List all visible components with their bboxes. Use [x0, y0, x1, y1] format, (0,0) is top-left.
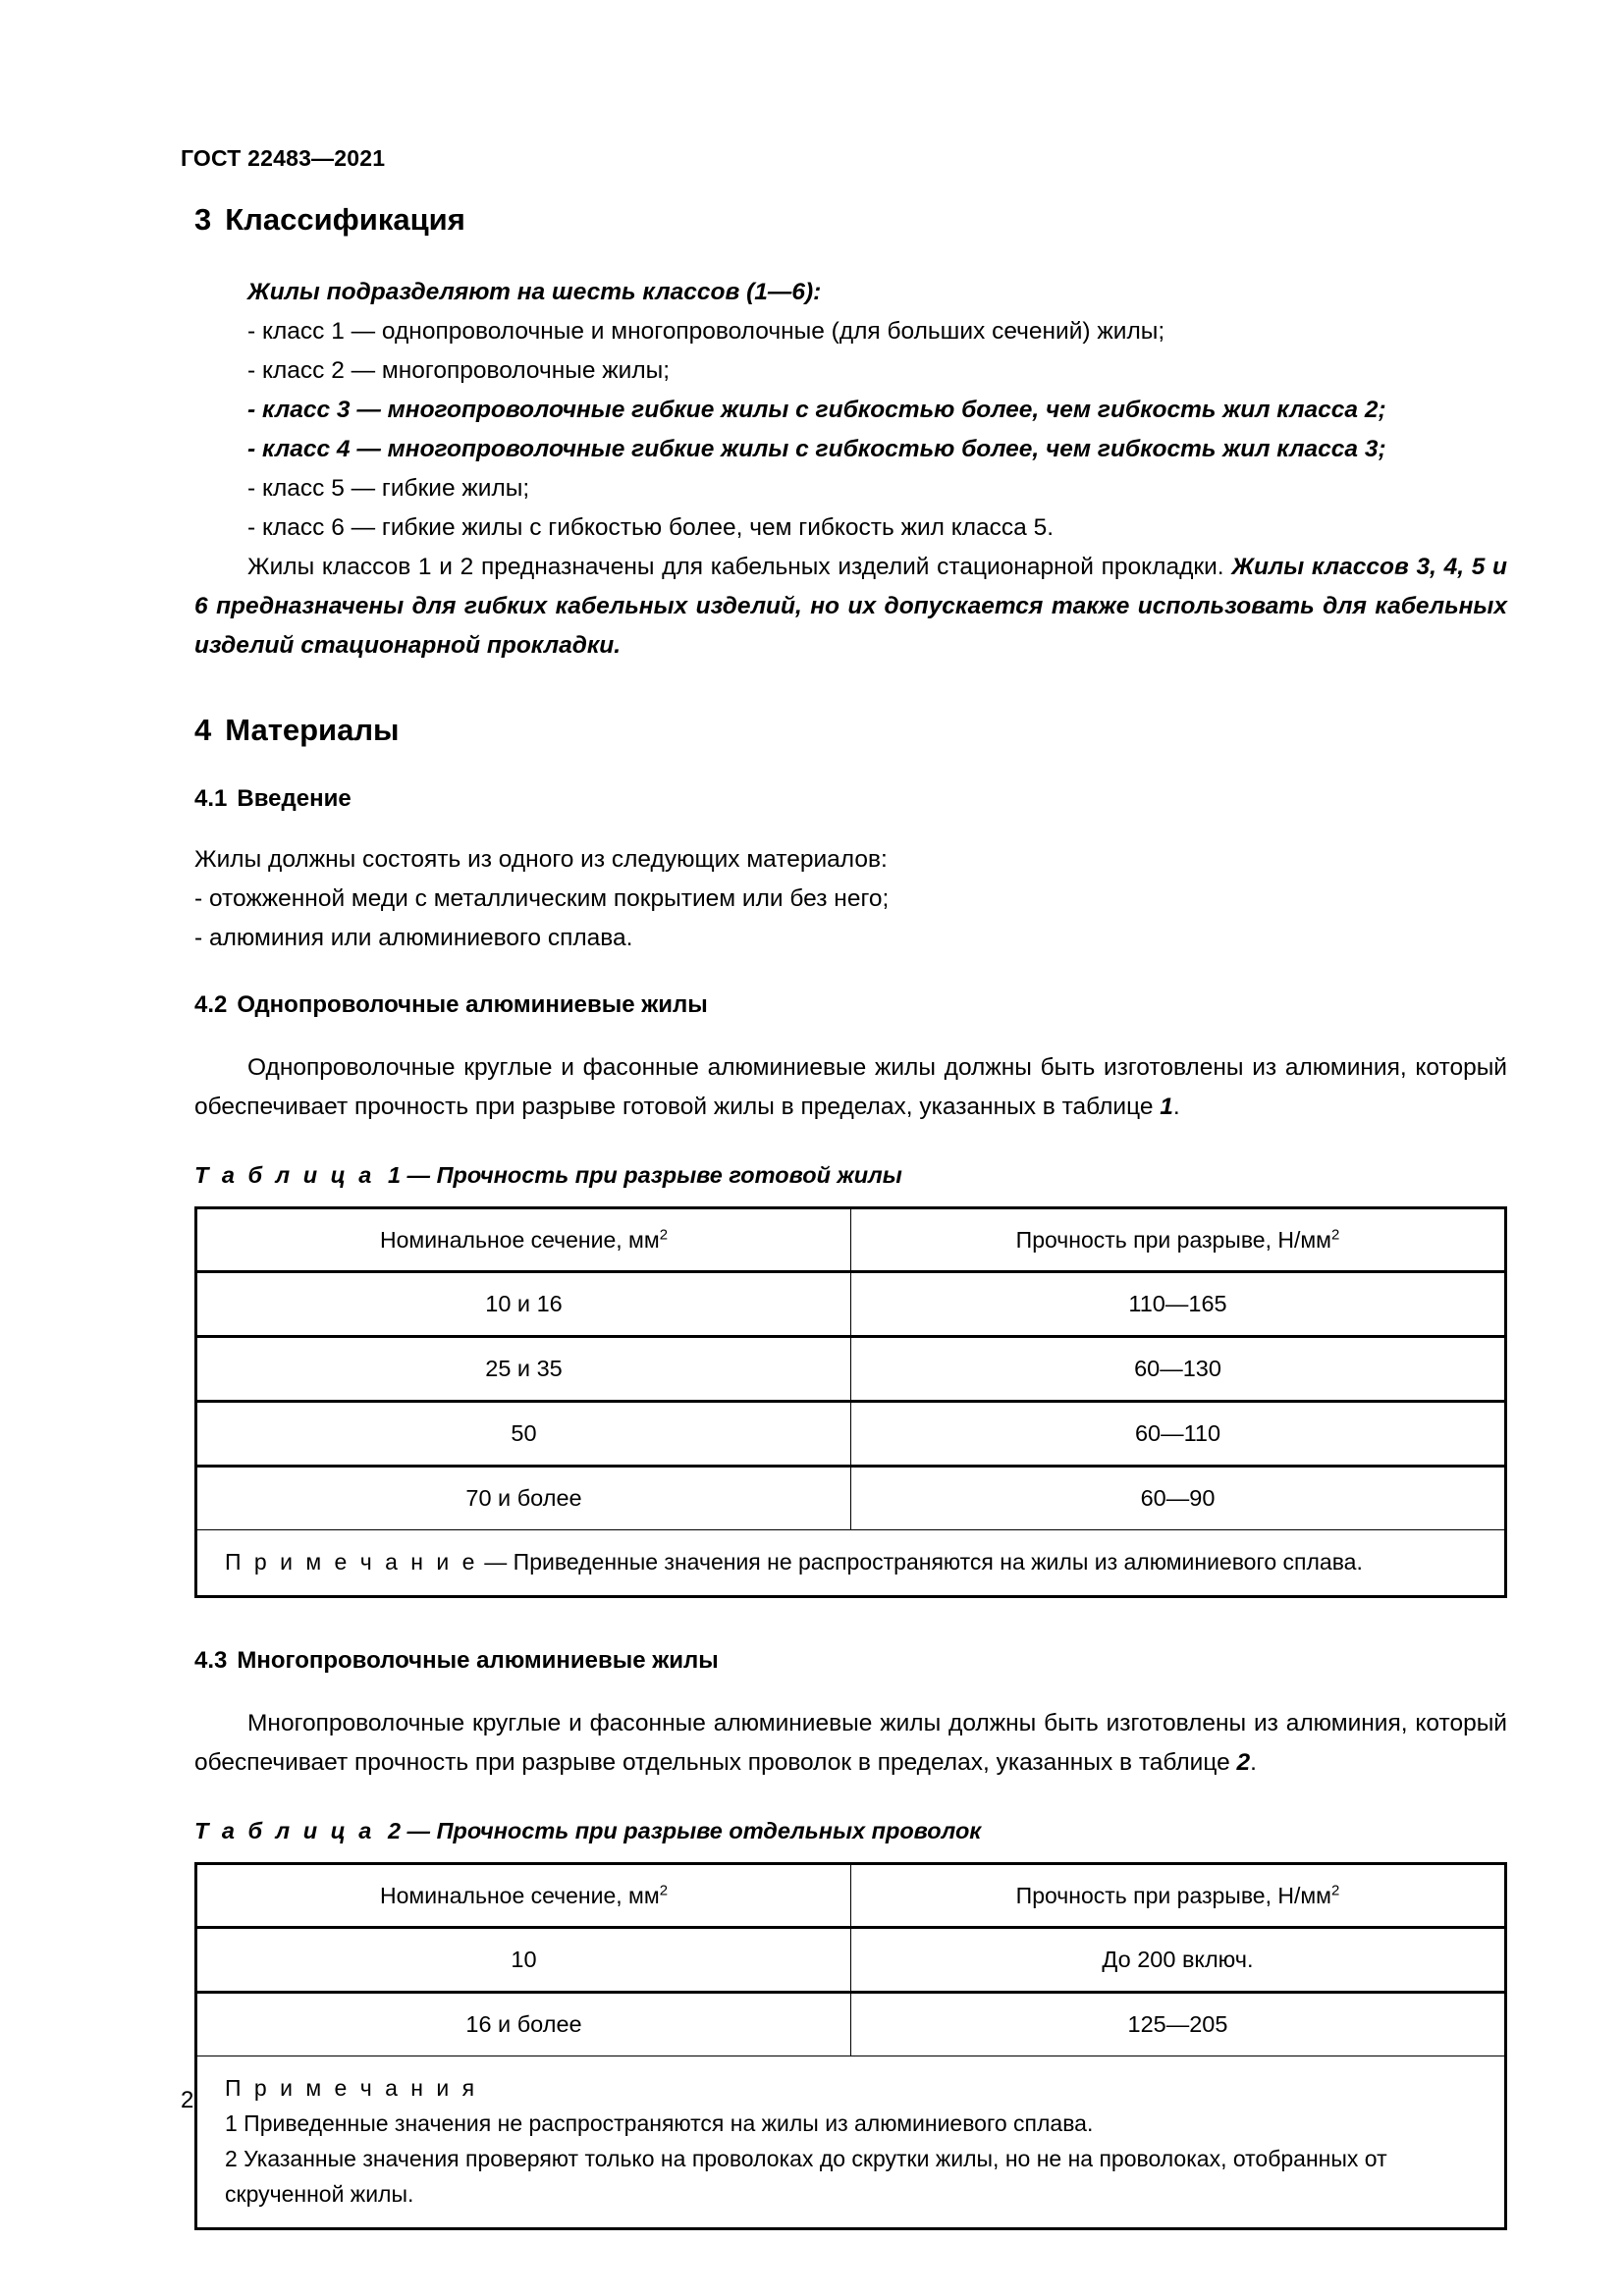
heading-section-4 [194, 713, 1507, 748]
paragraph-4-3-period: . [1250, 1749, 1257, 1776]
table-1-caption [194, 1162, 1507, 1189]
table-1-note [197, 1530, 1504, 1596]
table-1-cell-strength: 60—130 [851, 1337, 1505, 1402]
heading-section-3 [194, 202, 1507, 238]
table-row [197, 1928, 1504, 1993]
paragraph-4-2-text: Однопроволочные круглые и фасонные алюминиевые жилы должны быть изготовлены из алюминия, который обеспечивает прочность при разрыве готовой жилы в пределах, указанных в таблице [194, 1054, 1507, 1120]
classes-closing-paragraph [194, 548, 1507, 666]
table-1-reference: 1 [1160, 1094, 1173, 1120]
class-6-item: - класс 6 — гибкие жилы с гибкостью более, чем гибкость жил класса 5. [247, 514, 1055, 541]
table-1-note-row [197, 1530, 1504, 1596]
table-2-caption-title: — Прочность при разрыве отдельных проволок [406, 1818, 982, 1843]
paragraph-4-3 [194, 1704, 1507, 1783]
heading-4-3-number: 4.3 [194, 1647, 228, 1674]
material-item-aluminium: - алюминия или алюминиевого сплава. [194, 925, 633, 951]
heading-section-4-number: 4 [194, 713, 212, 747]
paragraph-4-2 [194, 1048, 1507, 1127]
material-item-copper: - отожженной меди с металлическим покрытием или без него; [194, 885, 890, 912]
page-content [194, 202, 1507, 2230]
heading-4-1-number: 4.1 [194, 785, 228, 812]
table-1-cell-section: 10 и 16 [197, 1272, 851, 1337]
table-2-cell-strength: 125—205 [851, 1993, 1505, 2056]
table-2-reference: 2 [1236, 1749, 1251, 1776]
table-1-header-row [197, 1209, 1504, 1272]
class-1-item: - класс 1 — однопроволочные и многопроволочные (для больших сечений) жилы; [247, 318, 1165, 345]
heading-section-4-title: Материалы [225, 713, 400, 747]
table-1-header-col2-sup: 2 [1331, 1225, 1340, 1243]
class-5-item: - класс 5 — гибкие жилы; [247, 475, 530, 502]
table-row [197, 1467, 1504, 1530]
class-2-item: - класс 2 — многопроволочные жилы; [247, 357, 671, 384]
heading-section-4-1 [194, 785, 1507, 813]
table-2-caption [194, 1818, 1507, 1844]
table-1-header-col1 [197, 1209, 851, 1272]
table-2-header-col2-text: Прочность при разрыве, Н/мм [1015, 1882, 1331, 1908]
table-1-caption-number: 1 [387, 1162, 402, 1188]
table-1-cell-section: 50 [197, 1402, 851, 1467]
table-2-cell-section: 16 и более [197, 1993, 851, 2056]
table-row [197, 1402, 1504, 1467]
table-2-caption-label: Т а б л и ц а [194, 1818, 375, 1843]
closing-bold-text: Жилы классов 3, 4, 5 и 6 предназначены для гибких кабельных изделий, но их допускается также использовать для кабельных изделий стационарной прокладки. [194, 554, 1507, 659]
table-1-header-col1-sup: 2 [659, 1225, 668, 1243]
paragraph-4-2-period: . [1172, 1094, 1180, 1120]
table-1-note-label: П р и м е ч а н и е [225, 1549, 478, 1575]
materials-intro: Жилы должны состоять из одного из следующих материалов: [194, 846, 888, 873]
table-2-notes [197, 2056, 1504, 2228]
heading-4-2-title: Однопроволочные алюминиевые жилы [237, 991, 708, 1018]
classes-intro: Жилы подразделяют на шесть классов (1—6): [247, 279, 822, 305]
table-2-note-1: 1 Приведенные значения не распространяются на жилы из алюминиевого сплава. [225, 2110, 1094, 2136]
table-2-note-2: 2 Указанные значения проверяют только на проволоках до скрутки жилы, но не на проволоках, отобранных от скрученной жилы. [225, 2146, 1387, 2207]
table-1-cell-section: 25 и 35 [197, 1337, 851, 1402]
table-1-cell-strength: 110—165 [851, 1272, 1505, 1337]
table-row [197, 1272, 1504, 1337]
table-1-cell-strength: 60—110 [851, 1402, 1505, 1467]
heading-section-3-title: Классификация [225, 202, 465, 237]
heading-section-3-number: 3 [194, 202, 212, 237]
table-1-caption-label: Т а б л и ц а [194, 1162, 375, 1188]
table-1-header-col1-text: Номинальное сечение, мм [380, 1226, 660, 1253]
heading-4-3-title: Многопроволочные алюминиевые жилы [237, 1647, 719, 1674]
class-4-item: - класс 4 — многопроволочные гибкие жилы с гибкостью более, чем гибкость жил класса 3; [247, 436, 1386, 462]
table-1-header-col2-text: Прочность при разрыве, Н/мм [1015, 1226, 1331, 1253]
table-1-caption-title: — Прочность при разрыве готовой жилы [406, 1162, 902, 1188]
table-1-header-col2 [851, 1209, 1505, 1272]
table-2-header-col1-text: Номинальное сечение, мм [380, 1882, 660, 1908]
table-1-cell-strength: 60—90 [851, 1467, 1505, 1530]
heading-section-4-3 [194, 1647, 1507, 1675]
table-1 [194, 1206, 1507, 1598]
table-2-header-col2 [851, 1865, 1505, 1928]
heading-4-2-number: 4.2 [194, 991, 228, 1018]
table-1-cell-section: 70 и более [197, 1467, 851, 1530]
table-2-cell-section: 10 [197, 1928, 851, 1993]
table-2-cell-strength: До 200 включ. [851, 1928, 1505, 1993]
table-row [197, 1337, 1504, 1402]
table-2-header-col1-sup: 2 [659, 1881, 668, 1898]
table-2-notes-label: П р и м е ч а н и я [225, 2075, 478, 2101]
table-2 [194, 1862, 1507, 2230]
closing-plain-text: Жилы классов 1 и 2 предназначены для кабельных изделий стационарной прокладки. [247, 554, 1232, 580]
class-3-item: - класс 3 — многопроволочные гибкие жилы с гибкостью более, чем гибкость жил класса 2; [247, 397, 1386, 423]
heading-section-4-2 [194, 991, 1507, 1019]
table-2-header-col2-sup: 2 [1331, 1881, 1340, 1898]
paragraph-4-3-text: Многопроволочные круглые и фасонные алюминиевые жилы должны быть изготовлены из алюминия, который обеспечивает прочность при разрыве отдельных проволок в пределах, указанных в таблице [194, 1710, 1507, 1776]
table-2-caption-number: 2 [387, 1818, 402, 1843]
table-2-notes-row [197, 2056, 1504, 2228]
table-1-note-text: — Приведенные значения не распространяются на жилы из алюминиевого сплава. [477, 1549, 1363, 1575]
table-2-header-col1 [197, 1865, 851, 1928]
document-header: ГОСТ 22483—2021 [181, 145, 386, 171]
heading-4-1-title: Введение [237, 785, 352, 812]
table-2-header-row [197, 1865, 1504, 1928]
table-row [197, 1993, 1504, 2056]
page-number: 2 [181, 2087, 194, 2113]
